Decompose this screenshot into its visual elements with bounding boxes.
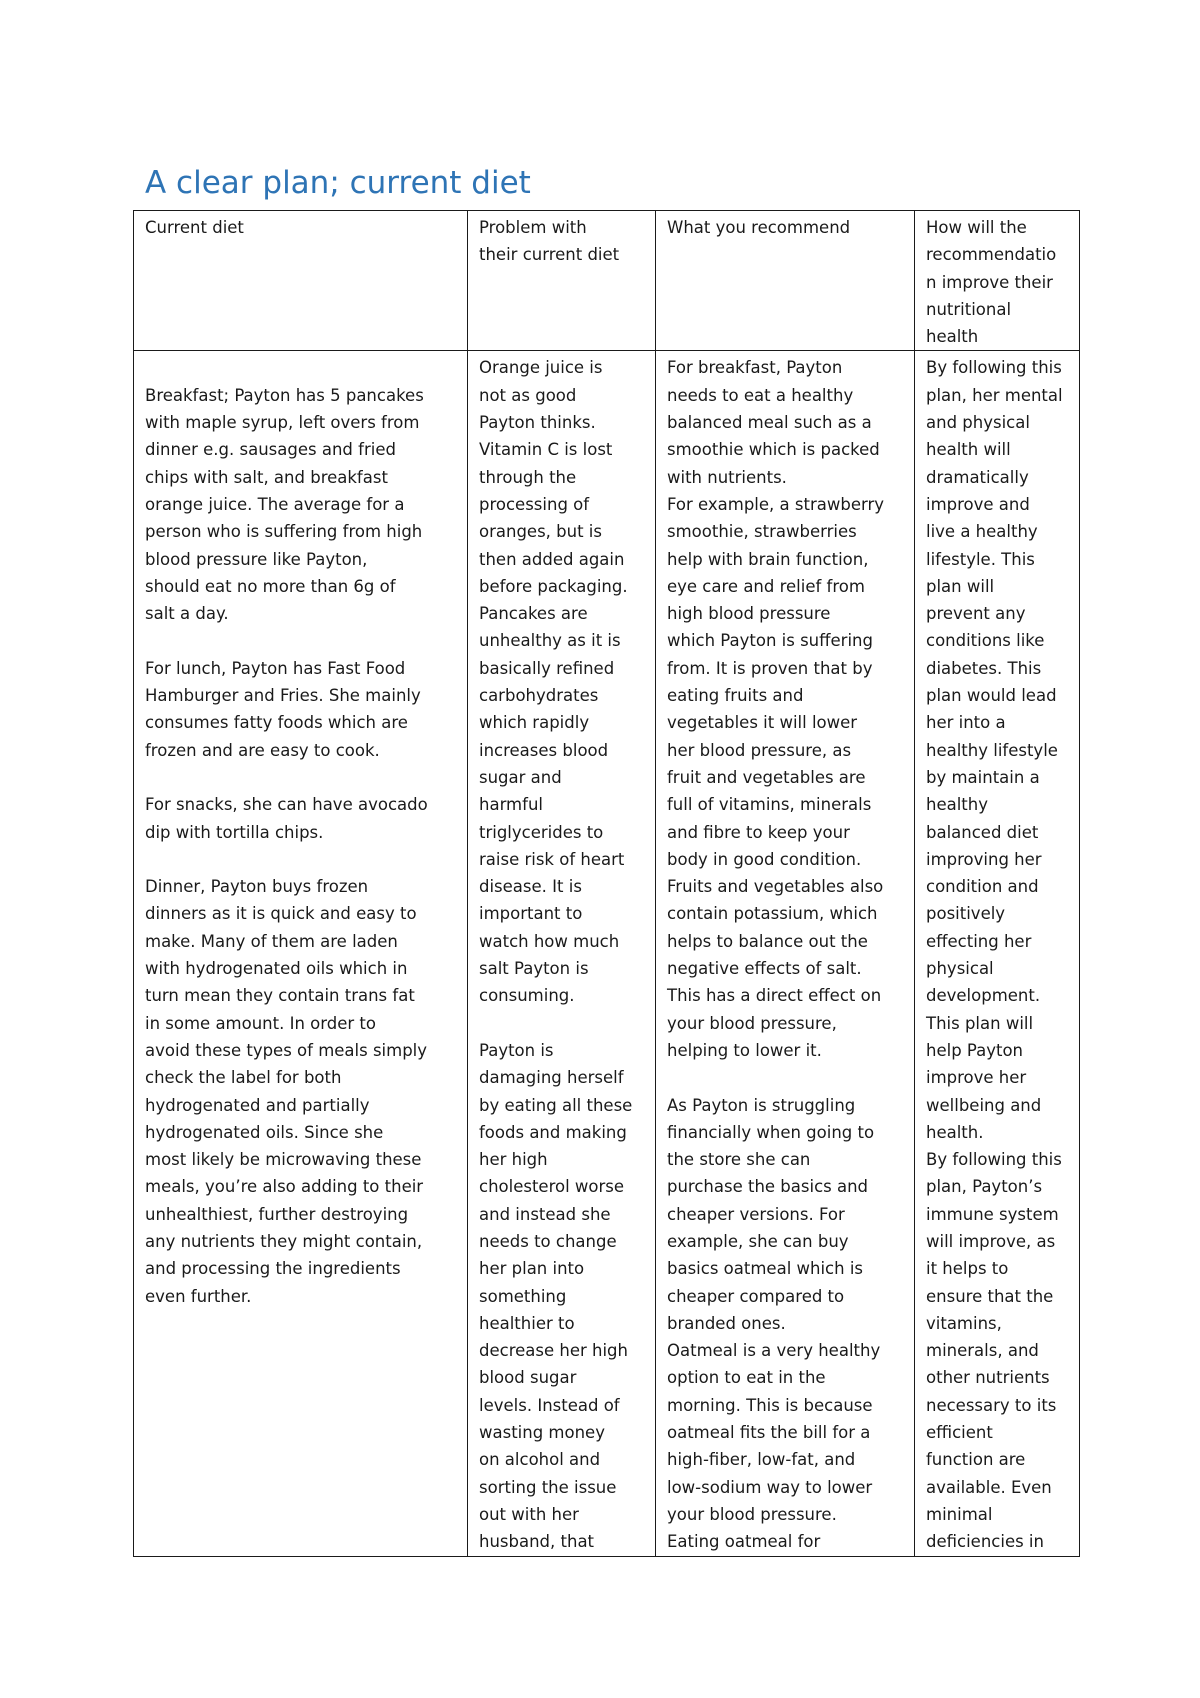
header-improvement: How will the recommendatio n improve their nutritional health [915, 211, 1080, 351]
header-recommendation: What you recommend [656, 211, 915, 351]
header-current-diet: Current diet [134, 211, 468, 351]
cell-problem: Orange juice is not as good Payton thinks. Vitamin C is lost through the processing of oranges, but is then added again before packaging. Pancakes are unhealthy as it is basically refined carbohydrates which rapidly increases blood sugar and harmful triglycerides to raise risk of heart disease. It is important to watch how much salt Payton is consuming. Payton is damaging herself by eating all these foods and making her high cholesterol worse and instead she needs to change her plan into something healthier to decrease her high blood sugar levels. Instead of wasting money on alcohol and sorting the issue out with her husband, that [468, 351, 656, 1556]
cell-improvement: By following this plan, her mental and physical health will dramatically improve and live a healthy lifestyle. This plan will prevent any conditions like diabetes. This plan would lead her into a healthy lifestyle by maintain a healthy balanced diet improving her condition and positively effecting her physical development. This plan will help Payton improve her wellbeing and health. By following this plan, Payton’s immune system will improve, as it helps to ensure that the vitamins, minerals, and other nutrients necessary to its efficient function are available. Even minimal deficiencies in [915, 351, 1080, 1556]
diet-plan-table [133, 210, 1080, 1557]
table-header-row [134, 211, 1080, 351]
cell-recommendation: For breakfast, Payton needs to eat a healthy balanced meal such as a smoothie which is packed with nutrients. For example, a strawberry smoothie, strawberries help with brain function, eye care and relief from high blood pressure which Payton is suffering from. It is proven that by eating fruits and vegetables it will lower her blood pressure, as fruit and vegetables are full of vitamins, minerals and fibre to keep your body in good condition. Fruits and vegetables also contain potassium, which helps to balance out the negative effects of salt. This has a direct effect on your blood pressure, helping to lower it. As Payton is struggling financially when going to the store she can purchase the basics and cheaper versions. For example, she can buy basics oatmeal which is cheaper compared to branded ones. Oatmeal is a very healthy option to eat in the morning. This is because oatmeal fits the bill for a high-fiber, low-fat, and low-sodium way to lower your blood pressure. Eating oatmeal for [656, 351, 915, 1556]
cell-current-diet: Breakfast; Payton has 5 pancakes with maple syrup, left overs from dinner e.g. sausages and fried chips with salt, and breakfast orange juice. The average for a person who is suffering from high blood pressure like Payton, should eat no more than 6g of salt a day. For lunch, Payton has Fast Food Hamburger and Fries. She mainly consumes fatty foods which are frozen and are easy to cook. For snacks, she can have avocado dip with tortilla chips. Dinner, Payton buys frozen dinners as it is quick and easy to make. Many of them are laden with hydrogenated oils which in turn mean they contain trans fat in some amount. In order to avoid these types of meals simply check the label for both hydrogenated and partially hydrogenated oils. Since she most likely be microwaving these meals, you’re also adding to their unhealthiest, further destroying any nutrients they might contain, and processing the ingredients even further. [134, 351, 468, 1556]
table-row [134, 351, 1080, 1556]
header-problem: Problem with their current diet [468, 211, 656, 351]
page-title: A clear plan; current diet [145, 165, 531, 201]
